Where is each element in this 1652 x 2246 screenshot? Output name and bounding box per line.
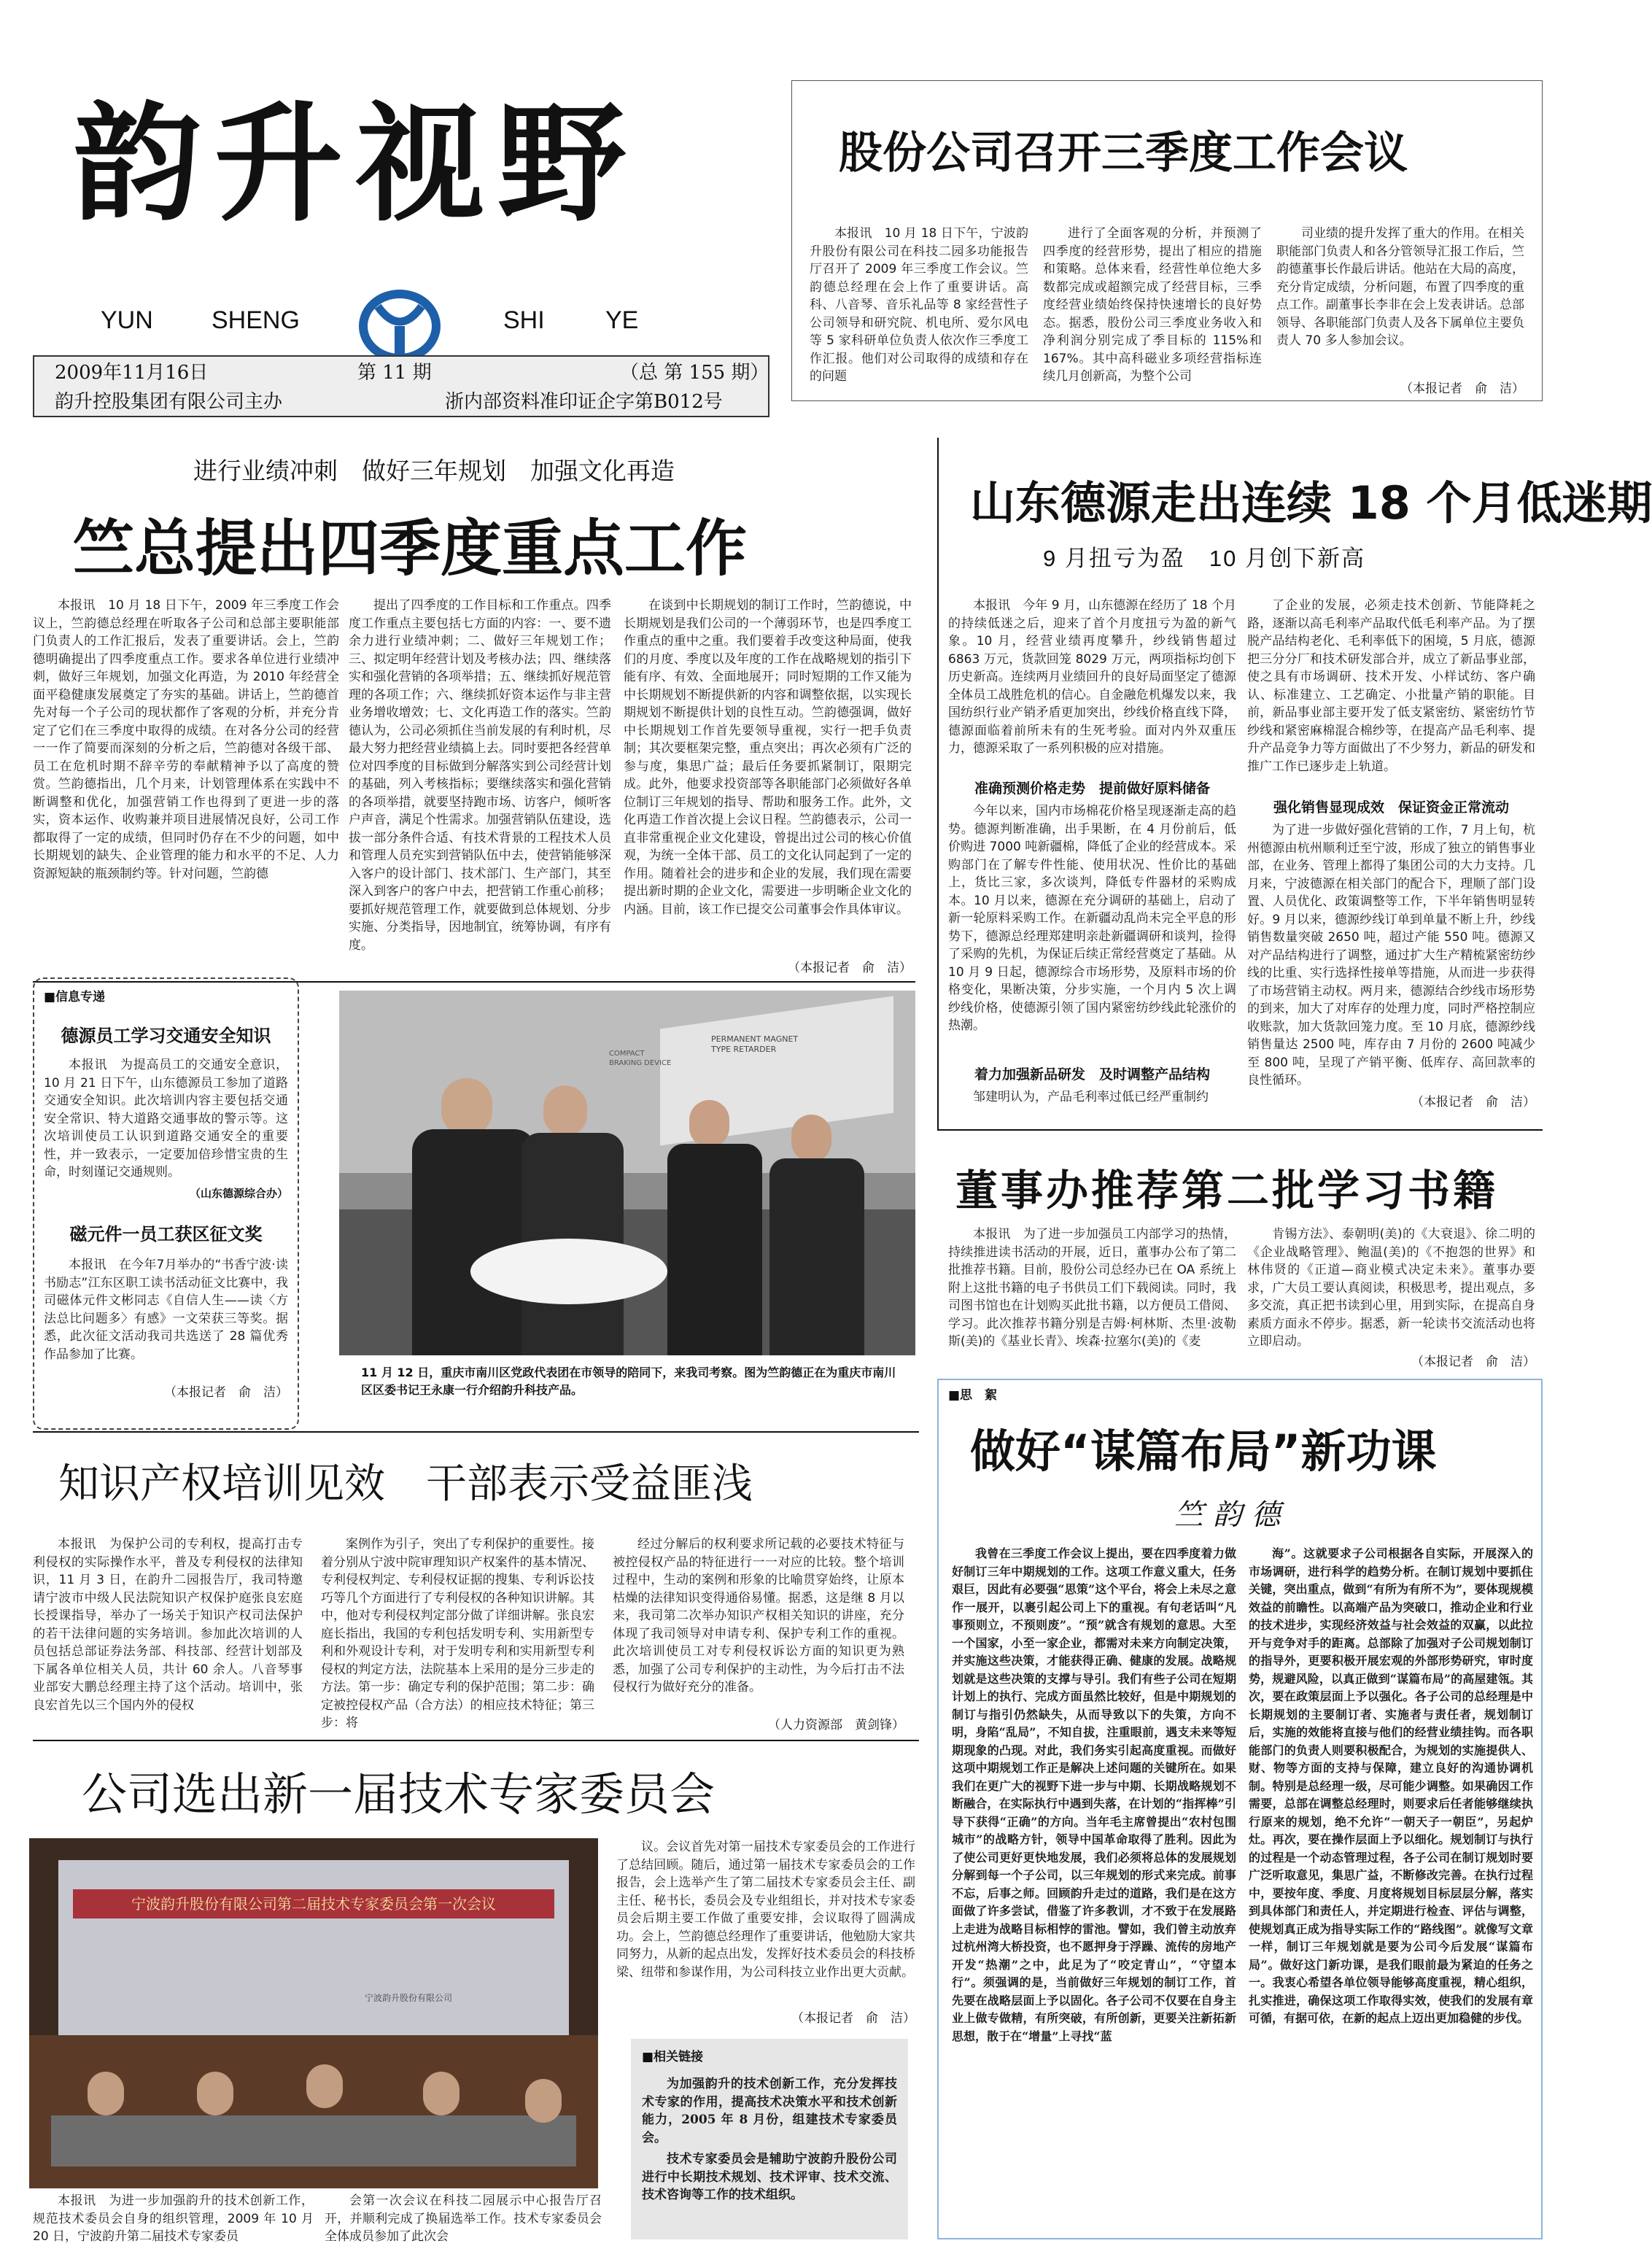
story6-byline: （本报记者 俞 洁）: [791, 2011, 915, 2026]
meeting-banner: 宁波韵升股份有限公司第二届技术专家委员会第一次会议: [73, 1889, 554, 1918]
story3-heading1: 准确预测价格走势 提前做好原料储备: [974, 781, 1210, 797]
divider: [937, 1129, 1543, 1131]
meeting-logo-text: 宁波韵升股份有限公司: [365, 1993, 453, 2003]
story3-title: 山东德源走出连续 18 个月低迷期: [970, 476, 1652, 530]
info-body1: 本报讯 为提高员工的交通安全意识，10 月 21 日下午，山东德源员工参加了道路交通安全知识。此次培训内容主要包括交通安全常识、特大道路交通事故的警示等。这次培训使员工认识到道路交通安全的重要性，并一致表示，一定要加倍珍惜宝贵的生命，时刻谨记交通规则。: [44, 1058, 288, 1180]
meeting-photo: [29, 1838, 598, 2188]
masthead-pinyin-sheng: SHENG: [212, 306, 300, 334]
story3-subtitle: 9 月扭亏为盈 10 月创下新高: [1043, 546, 1365, 571]
info-byline1: （山东德源综合办）: [189, 1187, 288, 1200]
story5-byline: （人力资源部 黄剑锋）: [768, 1718, 904, 1732]
story2-byline: （本报记者 俞 洁）: [788, 961, 912, 975]
company-logo-icon: [356, 286, 443, 366]
masthead-pinyin-shi: SHI: [503, 306, 545, 334]
info-byline2: （本报记者 俞 洁）: [164, 1385, 288, 1400]
masthead-pinyin-ye: YE: [605, 306, 639, 334]
visit-photo: [339, 991, 915, 1355]
story1-title: 股份公司召开三季度工作会议: [839, 128, 1408, 179]
story1-col2: 进行了全面客观的分析，并预测了四季度的经营形势，提出了相应的措施和策略。总体来看，经营性单位绝大多数都完成或超额完成了经营目标，三季度经营业绩始终保持快速增长的良好势态。据悉，股份公司三季度业务收入和净利润分别完成了季目标的 115%和167%。其中高科磁业多项经营指标连续几月创新高，为整个公司: [1043, 226, 1262, 384]
masthead-total: （总 第 155 期）: [620, 362, 769, 384]
related-p2: 技术专家委员会是辅助宁波韵升股份公司进行中长期技术规划、技术评审、技术交流、技术咨询等工作的技术组织。: [642, 2152, 897, 2202]
story2-title: 竺总提出四季度重点工作: [73, 513, 748, 584]
exhibit-sign-retarder: PERMANENT MAGNET TYPE RETARDER: [711, 1034, 799, 1054]
exhibit-sign-braking: COMPACT BRAKING DEVICE: [609, 1050, 672, 1067]
story3-heading3: 强化销售显现成效 保证资金正常流动: [1273, 799, 1509, 816]
masthead-publisher: 韵升控股集团有限公司主办: [55, 391, 283, 413]
story2-col2: 提出了四季度的工作目标和工作重点。四季度工作重点主要包括七方面的内容：一、要不遗余力进行业绩冲刺；二、做好三年规划工作；三、拟定明年经营计划及考核办法；四、继续落实和强化营销的各项举措；五、继续抓好规范管理的各项工作；六、继续抓好资本运作与非主营业务增收增效；七、文化再造工作的落实。竺韵德认为，公司必须抓住当前发展的有利时机，尽最大努力把经营业绩搞上去。同时要把各经营单位对四季度的目标做到分解落实到公司经营计划的基础，列入考核指标；要继续落实和强化营销的各项举措，就要坚持跑市场、访客户，倾听客户声音，满足个性需求。加强营销队伍建设，选拔一部分条件合适、有技术背景的工程技术人员和管理人员充实到营销队伍中去，使营销能够深入客户的设计部门、技术部门、生产部门，其至深入到客户的客户中去，把营销工作重心前移；要抓好规范管理工作，就要做到总体规划、分步实施、分类指导，因地制宜，统筹协调，有序有度。: [349, 598, 611, 953]
story4-col2: 肯锡方法》、泰朝明(美)的《大衰退》、徐二明的《企业战略管理》、鲍温(美)的《不抱怨的世界》和林伟贤的《正道—商业模式决定未来》。董事办要求，广大员工要认真阅读，积极思考，提出观点，多多交流，真正把书读到心里，用到实际，在提高自身素质方面永不停步。据悉，新一轮读书交流活动也将立即启动。: [1247, 1227, 1535, 1349]
story3-col2b: 为了进一步做好强化营销的工作，7 月上旬，杭州德源由杭州顺利迁至宁波，形成了独立的销售事业部，在业务、管理上都得了集团公司的大力支持。几月来，宁波德源在相关部门的配合下，理顺了部门设置、人员优化、政策调整等工作，下半年销售明显转好。9 月以来，德源纱线订单到单量不断上升，纱线销售数量突破 2650 吨，超过产能 550 吨。德源又对产品结构进行了调整，通过扩大生产精梳紧密纺纱线的比重、实行选择性接单等措施，从而进一步获得了市场营销主动权。两月来，德源结合纱线市场形势的到来，加大了对库存的处理力度，同时严格控制应收账款，加大货款回笼力度。至 10 月底，德源纱线销售量达 2500 吨，库存由 7 月份的 2600 吨减少至 800 吨，呈现了产销平衡、低库存、高回款率的良性循环。: [1247, 823, 1535, 1088]
story6-col-right: 议。会议首先对第一届技术专家委员会的工作进行了总结回顾。随后，通过第一届技术专家委员会的工作报告，会上选举产生了第二届技术专家委员会主任、副主任、秘书长，委员会及专业组组长，并对技术专家委员会后期主要工作做了重要安排，会议取得了圆满成功。会上，竺韵德总经理作了重要讲话，他勉励大家共同努力，从新的起点出发，发挥好技术委员会的科技桥梁、纽带和参谋作用，为公司科技立业作出更大贡献。: [616, 1840, 915, 1980]
story3-col1c: 邹建明认为，产品毛利率过低已经严重制约: [973, 1090, 1209, 1104]
masthead-date: 2009年11月16日: [55, 362, 209, 384]
story3-byline: （本报记者 俞 洁）: [1411, 1095, 1535, 1110]
opinion-author: 竺 韵 德: [1174, 1498, 1281, 1532]
story5-col1: 本报讯 为保护公司的专利权，提高打击专利侵权的实际操作水平，普及专利侵权的法律知识，11 月 3 日，在韵升二园报告厅，我司特邀请宁波市中级人民法院知识产权保护庭张良宏庭长授课指导，举办了一场关于知识产权司法保护的若干法律问题的实务培训。参加此次培训的人员包括总部证券法务部、科技部、经营计划部及下属各单位相关人员，共计 60 余人。八音琴事业部安大鹏总经理主持了这个活动。培训中，张良宏首先以三个国内外的侵权: [33, 1537, 303, 1713]
story1-byline: （本报记者 俞 洁）: [1400, 382, 1524, 396]
story6-title: 公司选出新一届技术专家委员会: [82, 1767, 716, 1821]
story4-col1: 本报讯 为了进一步加强员工内部学习的热情，持续推进读书活动的开展，近日，董事办公布了第二批推荐书籍。目前，股份公司总经办已在 OA 系统上附上这批书籍的电子书供员工们下载阅读。同时，我司图书馆也在计划购买此批书籍，以方便员工借阅、学习。此次推荐书籍分别是吉姆·柯林斯、杰里·波勒斯(美)的《基业长青》、埃森·拉塞尔(美)的《麦: [948, 1227, 1236, 1349]
info-tag: ■信息专递: [44, 990, 106, 1004]
story5-col3: 经过分解后的权利要求所记载的必要技术特征与被控侵权产品的特征进行一一对应的比较。整个培训过程中，生动的案例和形象的比喻贯穿始终，让原本枯燥的法律知识变得通俗易懂。据悉，这是继 8 月以来，我司第二次举办知识产权相关知识的讲座，充分体现了我司领导对申请专利、保护专利工作的重视。此次培训使员工对专利侵权诉讼方面的知识更为熟悉，加强了公司专利保护的主动性，为今后打击不法侵权行为做好充分的准备。: [613, 1537, 904, 1695]
info-body2: 本报讯 在今年7月举办的“书香宁波·读书励志”江东区职工读书活动征文比赛中，我司磁体元件文彬同志《自信人生——读〈方法总比问题多〉有感》一文荣获三等奖。据悉，此次征文活动我司共选送了 28 篇优秀作品参加了比赛。: [44, 1258, 288, 1362]
visit-photo-caption: 11 月 12 日，重庆市南川区党政代表团在市领导的陪同下，来我司考察。图为竺韵德正在为重庆市南川区区委书记王永康一行介绍韵升科技产品。: [361, 1366, 896, 1397]
story4-byline: （本报记者 俞 洁）: [1411, 1355, 1535, 1369]
divider: [33, 1431, 919, 1433]
divider: [33, 1740, 919, 1741]
story3-col1b: 今年以来，国内市场棉花价格呈现逐渐走高的趋势。德源判断准确，出手果断，在 4 月份前后，低价购进 7000 吨新疆棉，降低了企业的经营成本。采购部门在了解专件性能、使用状况、性价比的基础上，货比三家，多次谈判，降低专件器材的采购成本。10 月以来，德源在充分调研的基础上，启动了新一轮原料采购工作。在新疆动乱尚未完全平息的形势下，德源总经理郑建明亲赴新疆调研和谈判，捡得了采购的先机，为保证后续正常经营奠定了基础。从 10 月 9 日起，德源综合市场形势，及原料市场的价格变化，果断决策，分步实施，一个月内 5 次上调纱线价格，使德源引领了国内紧密纺纱线此轮涨价的热潮。: [948, 804, 1236, 1033]
story2-col3: 在谈到中长期规划的制订工作时，竺韵德说，中长期规划是我们公司的一个薄弱环节，也是四季度工作重点的重中之重。我们要着手改变这种局面，使我们的月度、季度以及年度的工作在战略规划的指引下能有序、有效、全面地展开；同时短期的工作又能为中长期规划不断提供新的内容和调整依据，以实现长期规划不断提供计划的良性互动。竺韵德强调，做好中长期规划工作首先要领导重视，实行一把手负责制；其次要框架完整，重点突出；再次必须有广泛的参与度，集思广益；最后任务要抓紧制订，限期完成。此外，他要求投资部等各职能部门必须做好各单位制订三年规划的指导、帮助和服务工作。此外，文化再造工作首次提上会议日程。竺韵德表示，公司一直非常重视企业文化建设，曾提出过公司的核心价值观，为统一全体干部、员工的文化认同起到了一定的作用。随着社会的进步和企业的发展，我们现在需要提出新时期的企业文化，需要进一步明晰企业文化的内涵。目前，该工作已提交公司董事会作具体审议。: [624, 598, 912, 917]
opinion-tag: ■思 絮: [948, 1388, 998, 1403]
related-p1: 为加强韵升的技术创新工作，充分发挥技术专家的作用，提高技术决策水平和技术创新能力，2005 年 8 月份，组建技术专家委员会。: [642, 2077, 897, 2145]
info-title2: 磁元件一员工获区征文奖: [69, 1224, 263, 1244]
opinion-col2: 海”。这就要求子公司根据各自实际，开展深入的市场调研，进行科学的趋势分析。在制订规划中要抓住关键，突出重点，做到“有所为有所不为”，要体现规模效益的前瞻性。以高端产品为突破口，推动企业和行业的技术进步，实现经济效益与社会效益的双赢，以此拉开与竞争对手的距离。总部除了加强对子公司规划制订的指导外，更要积极开展宏观的外部形势研究，审时度势，规避风险，以真正做到“谋篇布局”的高屋建瓴。其次，要在政策层面上予以强化。各子公司的总经理是中长期规划的主要制订者、实施者与责任者，规划制订后，实施的效能将直接与他们的经营业绩挂钩。而各职能部门的负责人则要积极配合，为规划的实施提供人、财、物等方面的支持与保障，建立良好的沟通协调机制。特别是总经理一级，尽可能少调整。如果确因工作需要，总部在调整总经理时，则要求后任者能够继续执行原来的规划，绝不允许“一朝天子一朝臣”，另起炉灶。再次，要在操作层面上予以细化。规划制订与执行的过程是一个动态管理过程，各子公司在制订规划时要广泛听取意见，集思广益，不断修改完善。在执行过程中，要按年度、季度、月度将规划目标层层分解，落实到具体部门和责任人，并定期进行检查、评估与调整，使规划真正成为指导实际工作的“路线图”。就像写文章一样，制订三年规划就是要为公司今后发展“谋篇布局”。做好这门新功课，是我们眼前最为紧迫的任务之一。我衷心希望各单位领导能够高度重视，精心组织，扎实推进，确保这项工作取得实效，使我们的发展有章可循，有据可依，在新的起点上迈出更加稳健的步伐。: [1249, 1546, 1533, 2025]
opinion-title: 做好“谋篇布局”新功课: [970, 1425, 1437, 1478]
story4-title: 董事办推荐第二批学习书籍: [955, 1166, 1499, 1215]
story3-col2a: 了企业的发展，必须走技术创新、节能降耗之路，逐渐以高毛利率产品取代低毛利率产品。为了摆脱产品结构老化、毛利率低下的困境，5 月底，德源把三分分厂和技术研发部合并，成立了新品事业部，使之具有市场调研、技术开发、小样试纺、客户确认、标准建立、工艺确定、小批量产销的职能。目前，新品事业部主要开发了低支紧密纺、紧密纺竹节纱线和紧密麻棉混合棉纱等，在提高产品毛利率、提升产品竞争力等方面做出了不少努力，新品的研发和推广工作已逐步走上轨道。: [1247, 598, 1535, 774]
story6-col-bottom2: 会第一次会议在科技二园展示中心报告厅召开，并顺利完成了换届选举工作。技术专家委员会全体成员参加了此次会: [325, 2193, 602, 2244]
story2-col1: 本报讯 10 月 18 日下午，2009 年三季度工作会议上，竺韵德总经理在听取各子公司和总部主要职能部门负责人的工作汇报后，发表了重要讲话。会上，竺韵德明确提出了四季度重点工作。要求各单位进行业绩冲刺，做好三年规划，加强文化再造，为 2010 年经营全面平稳健康发展奠定了夯实的基础。讲话上，竺韵德首先对每一个子公司的现状都作了客观的分析，并充分肯定了它们在三季度中取得的成绩。在对各分公司的经营一一作了简要而深刻的分析之后，竺韵德对各级干部、员工在危机时期不辞辛劳的奉献精神予以了高度的赞赏。竺韵德指出，几个月来，计划管理体系在实践中不断调整和优化，加强营销工作也得到了更进一步的落实，资本运作、收购兼并项目进展情况良好，公司工作都取得了一定的成绩，但同时仍存在不少的问题，如中长期规划的缺失、企业管理的能力和水平的不足、人力资源短缺的瓶颈制约等。针对问题，竺韵德: [33, 598, 339, 881]
story3-col1a: 本报讯 今年 9 月，山东德源在经历了 18 个月的持续低迷之后，迎来了首个月度扭亏为盈的新气象。10 月，经营业绩再度攀升，纱线销售超过 6863 万元，货款回笼 8029 万元，两项指标均创下历史新高。连续两月业绩回升的良好局面坚定了德源全体员工战胜危机的信心。自金融危机爆发以来，我国纺织行业产销矛盾更加突出，纱线价格直线下降，德源面临着前所未有的生死考验。面对内外双重压力，德源采取了一系列积极的应对措施。: [948, 598, 1236, 756]
masthead-pinyin-yun: YUN: [101, 306, 153, 334]
story1-col3: 司业绩的提升发挥了重大的作用。在相关职能部门负责人和各分管领导汇报工作后，竺韵德董事长作最后讲话。他站在大局的高度，充分肯定成绩，分析问题，布置了四季度的重点工作。副董事长李非在会上发表讲话。总部领导、各职能部门负责人及各下属单位主要负责人 70 多人参加会议。: [1276, 226, 1524, 348]
story6-col-bottom1: 本报讯 为进一步加强韵升的技术创新工作，规范技术委员会自身的组织管理，2009 年 10 月 20 日，宁波韵升第二届技术专家委员: [33, 2193, 314, 2244]
masthead-issue: 第 11 期: [357, 362, 432, 384]
story1-col1: 本报讯 10 月 18 日下午，宁波韵升股份有限公司在科技二园多功能报告厅召开了 2009 年三季度工作会议。竺韵德总经理在会上作了重要讲话。高科、八音琴、音乐礼品等 8 家经营性子公司领导和研究院、机电所、爱尔风电等 5 家科研单位负责人依次作三季度工作汇报。他们对公司取得的成绩和存在的问题: [810, 226, 1028, 384]
masthead-title: 韵升视野: [73, 88, 640, 239]
divider: [937, 438, 939, 1131]
masthead-license: 浙内部资料准印证企字第B012号: [445, 391, 723, 413]
story5-title: 知识产权培训见效 干部表示受益匪浅: [58, 1460, 753, 1508]
story2-kicker: 进行业绩冲刺 做好三年规划 加强文化再造: [193, 457, 675, 484]
opinion-col1: 我曾在三季度工作会议上提出，要在四季度着力做好制订三年中期规划的工作。这项工作意义重大，任务艰巨，因此有必要强“思策”这个平台，将会上未尽之意作一展开，以裹引起公司上下的重视。有句老话叫“凡事预则立，不预则废”。“预”就含有规划的意思。大至一个国家，小至一家企业，都需对未来方向制定决策，并实施这些决策，才能获得正确、健康的发展。战略规划就是这些决策的支撑与导引。我们有些子公司在短期计划上的执行、完成方面虽然比较好，但是中期规划的制订与指引仍然缺失，从而导致以下的失策，方向不明，身陷“乱局”，不知自拔，注重眼前，遇支未来等短期现象的凸现。对此，我们务实引起高度重视。而做好这项中期规划工作正是解决上述问题的关键所在。如果我们在更广大的视野下进一步与中期、长期战略规划不断融合，在实际执行中遇到失落，在计划的“指挥棒”引导下获得“正确”的方向。当年毛主席曾提出“农村包围城市”的战略方针，领导中国革命取得了胜利。因此为了使公司更好更快地发展，我们必须将总体的发展规划分解到每一个子公司，以三年规划的形式来完成。前事不忘，后事之师。回顾韵升走过的道路，我们是在这方面做了许多尝试，借鉴了许多教训，才不致于在发展路上走进为战略目标相悖的雷池。譬如，我们曾主动放弃过杭州湾大桥投资，也不愿押身于浮躁、流传的房地产开发“热潮”之中，此足为了“咬定青山”，“守望本行”。须强调的是，当前做好三年规划的制订工作，首先要在战略层面上予以固化。各子公司不仅要在自身主业上做专做精，有所突破，有所创新，更要关注新拓新思想，散于在“增量”上寻找“蓝: [952, 1546, 1236, 2043]
related-tag: ■相关链接: [642, 2050, 704, 2064]
story5-col2: 案例作为引子，突出了专利保护的重要性。接着分别从宁波中院审理知识产权案件的基本情况、专利侵权判定、专利侵权证据的搜集、专利诉讼技巧等几个方面进行了专利侵权的各种知识讲解。其中，他对专利侵权判定部分做了详细讲解。张良宏庭长指出，我国的专利包括发明专利、实用新型专利和外观设计专利，对于发明专利和实用新型专利侵权的判定方法，法院基本上采用的是分三步走的方法。第一步：确定专利的保护范围；第二步：确定被控侵权产品（合方法）的相应技术特征；第三步：将: [321, 1537, 594, 1730]
story3-heading2: 着力加强新品研发 及时调整产品结构: [974, 1066, 1210, 1083]
info-title1: 德源员工学习交通安全知识: [61, 1026, 271, 1046]
